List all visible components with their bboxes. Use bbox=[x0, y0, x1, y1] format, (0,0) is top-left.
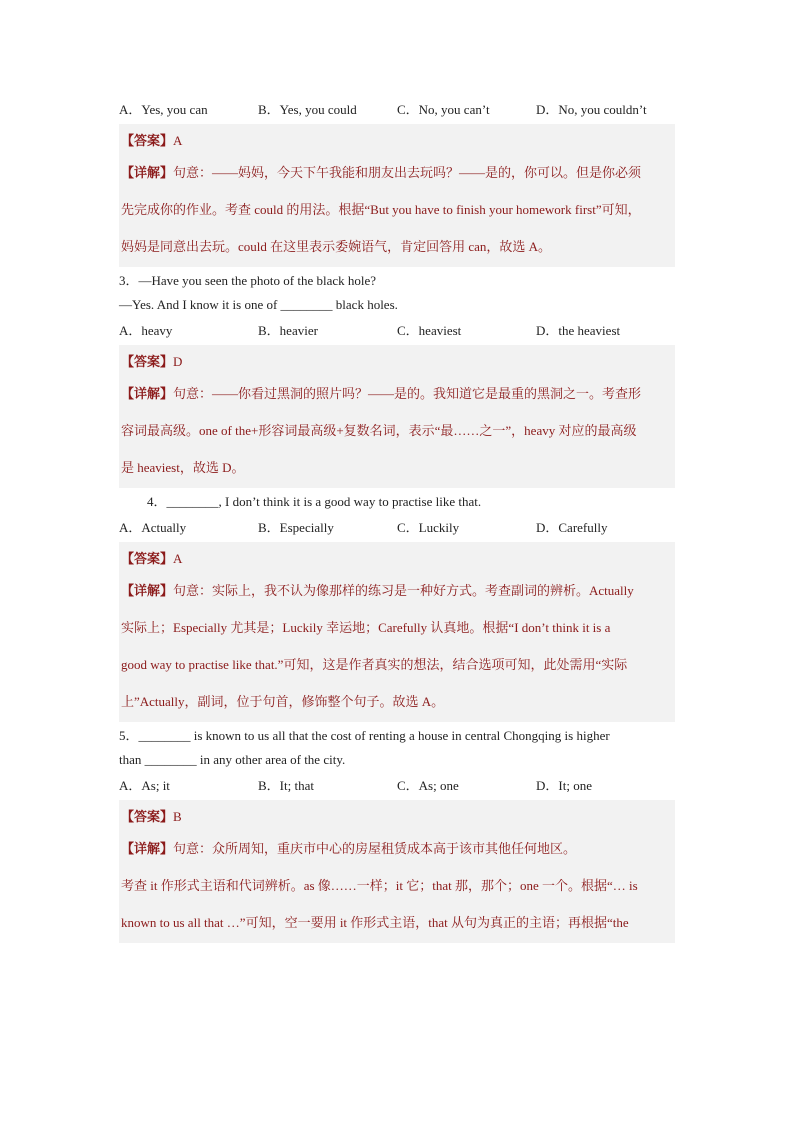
q2-option-b: B．Yes, you could bbox=[258, 101, 357, 117]
q2-detail-line-1 bbox=[121, 154, 673, 191]
q5-option-b: B．It; that bbox=[258, 777, 314, 793]
detail-tag: 【详解】 bbox=[121, 386, 174, 401]
q3-detail-line-3: 是 heaviest，故选 D。 bbox=[121, 460, 245, 475]
q3-answer-line bbox=[121, 349, 673, 375]
q4-stem-line-1: 4．________, I don’t think it is a good way to practise like that. bbox=[147, 494, 482, 509]
answer-tag: 【答案】 bbox=[121, 551, 174, 566]
q5-detail-line-2: 考查 it 作形式主语和代词辨析。as 像……一样；it 它；that 那，那个；one 一个。根据“… is bbox=[121, 878, 638, 893]
q5-answer-box bbox=[119, 800, 675, 943]
detail-text: 句意：众所周知，重庆市中心的房屋租赁成本高于该市其他任何地区。 bbox=[173, 841, 577, 856]
q2-option-d: D．No, you couldn’t bbox=[536, 101, 647, 117]
q5-detail-line-1 bbox=[121, 830, 673, 867]
q2-detail-line-2: 先完成你的作业。考查 could 的用法。根据“But you have to finish your homework first”可知， bbox=[121, 202, 641, 217]
detail-text: 句意：实际上，我不认为像那样的练习是一种好方式。考查副词的辨析。Actually bbox=[173, 583, 634, 598]
q2-options bbox=[119, 96, 675, 120]
detail-text: 句意：——你看过黑洞的照片吗？——是的。我知道它是最重的黑洞之一。考查形 bbox=[173, 386, 642, 401]
q3-options bbox=[119, 317, 675, 341]
q4-detail-line-4: 上”Actually，副词，位于句首，修饰整个句子。故选 A。 bbox=[121, 694, 445, 709]
q4-option-c: C．Luckily bbox=[397, 519, 460, 535]
q4-detail-line-2: 实际上；Especially 尤其是；Luckily 幸运地；Carefully 认真地。根据“I don’t think it is a bbox=[121, 620, 611, 635]
q5-answer: B bbox=[173, 809, 182, 824]
q4-answer-box bbox=[119, 542, 675, 722]
answer-tag: 【答案】 bbox=[121, 809, 174, 824]
q4-detail-line-3: good way to practise like that.”可知，这是作者真实的想法，结合选项可知，此处需用“实际 bbox=[121, 657, 628, 672]
answer-tag: 【答案】 bbox=[121, 133, 174, 148]
q3-stem-line-1: 3．—Have you seen the photo of the black hole? bbox=[119, 273, 377, 288]
q4-answer: A bbox=[173, 551, 183, 566]
q2-answer-line bbox=[121, 128, 673, 154]
exam-page bbox=[119, 96, 675, 945]
q2-option-c: C．No, you can’t bbox=[397, 101, 490, 117]
q3-option-a: A．heavy bbox=[119, 322, 173, 338]
q3-option-d: D．the heaviest bbox=[536, 322, 621, 338]
detail-tag: 【详解】 bbox=[121, 841, 174, 856]
q2-detail-line-3: 妈妈是同意出去玩。could 在这里表示委婉语气，肯定回答用 can，故选 A。 bbox=[121, 239, 552, 254]
detail-tag: 【详解】 bbox=[121, 583, 174, 598]
q5-stem-line-1: 5．________ is known to us all that the cost of renting a house in central Chongqing is higher bbox=[119, 728, 610, 743]
q3-stem-line-2: —Yes. And I know it is one of ________ black holes. bbox=[119, 297, 398, 312]
q4-option-b: B．Especially bbox=[258, 519, 334, 535]
q5-options bbox=[119, 772, 675, 796]
q5-option-d: D．It; one bbox=[536, 777, 592, 793]
q5-detail-line-3: known to us all that …”可知，空一要用 it 作形式主语，that 从句为真正的主语；再根据“the bbox=[121, 915, 629, 930]
detail-text: 句意：——妈妈，今天下午我能和朋友出去玩吗？——是的，你可以。但是你必须 bbox=[173, 165, 642, 180]
q3-answer: D bbox=[173, 354, 183, 369]
q3-detail-line-2: 容词最高级。one of the+形容词最高级+复数名词，表示“最……之一”，heavy 对应的最高级 bbox=[121, 423, 637, 438]
q5-stem-line-2: than ________ in any other area of the city. bbox=[119, 752, 346, 767]
q5-answer-line bbox=[121, 804, 673, 830]
q5-option-a: A．As; it bbox=[119, 777, 170, 793]
q2-option-a: A．Yes, you can bbox=[119, 101, 208, 117]
q4-detail-line-1 bbox=[121, 572, 673, 609]
q3-option-c: C．heaviest bbox=[397, 322, 462, 338]
q3-detail-line-1 bbox=[121, 375, 673, 412]
q5-option-c: C．As; one bbox=[397, 777, 459, 793]
q2-answer: A bbox=[173, 133, 183, 148]
detail-tag: 【详解】 bbox=[121, 165, 174, 180]
q4-answer-line bbox=[121, 546, 673, 572]
answer-tag: 【答案】 bbox=[121, 354, 174, 369]
q4-option-d: D．Carefully bbox=[536, 519, 608, 535]
q4-option-a: A．Actually bbox=[119, 519, 187, 535]
q3-answer-box bbox=[119, 345, 675, 488]
q2-answer-box bbox=[119, 124, 675, 267]
q3-option-b: B．heavier bbox=[258, 322, 318, 338]
q4-options bbox=[119, 514, 675, 538]
